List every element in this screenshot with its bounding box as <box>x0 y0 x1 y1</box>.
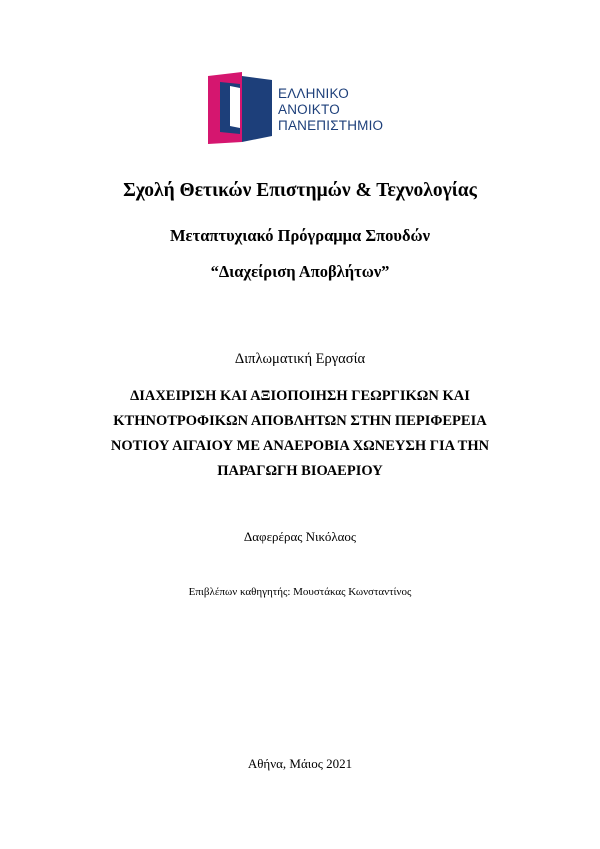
university-logo <box>206 72 406 144</box>
university-name-line-2: ΑΝΟΙΚΤΟ <box>278 102 340 117</box>
university-name-line-3: ΠΑΝΕΠΙΣΤΗΜΙΟ <box>278 118 384 133</box>
university-logo-icon <box>206 72 278 144</box>
thesis-title-line-3: ΝΟΤΙΟΥ ΑΙΓΑΙΟΥ ΜΕ ΑΝΑΕΡΟΒΙΑ ΧΩΝΕΥΣΗ ΓΙΑ ΤΗΝ <box>110 438 490 454</box>
programme-name: Μεταπτυχιακό Πρόγραμμα Σπουδών <box>169 226 430 245</box>
place-and-date: Αθήνα, Μάιος 2021 <box>247 756 353 771</box>
thesis-title <box>60 384 540 484</box>
thesis-type: Διπλωματική Εργασία <box>234 351 366 367</box>
supervisor-line: Επιβλέπων καθηγητής: Μουστάκας Κωνσταντίνος <box>188 586 412 598</box>
thesis-title-line-2: ΚΤΗΝΟΤΡΟΦΙΚΩΝ ΑΠΟΒΛΗΤΩΝ ΣΤΗΝ ΠΕΡΙΦΕΡΕΙΑ <box>113 413 487 429</box>
thesis-title-line-4: ΠΑΡΑΓΩΓΗ ΒΙΟΑΕΡΙΟΥ <box>217 463 383 479</box>
author-name: Δαφερέρας Νικόλαος <box>243 529 357 544</box>
programme-specialization: “Διαχείριση Αποβλήτων” <box>210 262 390 281</box>
thesis-title-line-1: ΔΙΑΧΕΙΡΙΣΗ ΚΑΙ ΑΞΙΟΠΟΙΗΣΗ ΓΕΩΡΓΙΚΩΝ ΚΑΙ <box>130 388 470 404</box>
university-name-line-1: ΕΛΛΗΝΙΚΟ <box>278 86 349 101</box>
school-name: Σχολή Θετικών Επιστημών & Τεχνολογίας <box>123 180 477 201</box>
university-name <box>278 86 383 134</box>
